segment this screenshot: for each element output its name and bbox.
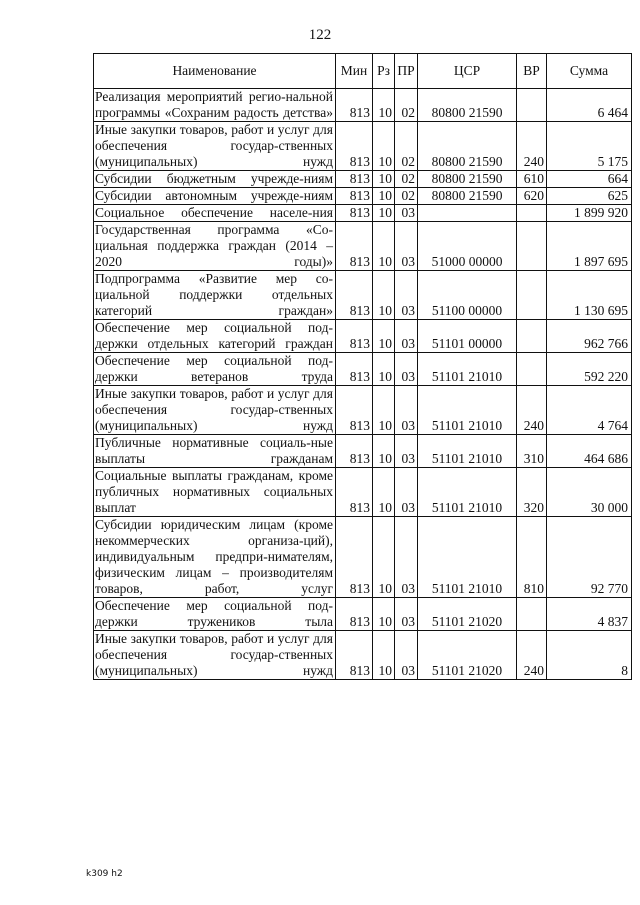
cell-min: 813 bbox=[336, 631, 373, 680]
cell-pr: 03 bbox=[395, 435, 418, 468]
cell-vr: 320 bbox=[517, 468, 547, 517]
cell-rz: 10 bbox=[373, 89, 395, 122]
cell-pr: 03 bbox=[395, 320, 418, 353]
cell-pr: 03 bbox=[395, 353, 418, 386]
footer-code: k309 h2 bbox=[86, 869, 123, 879]
cell-rz: 10 bbox=[373, 517, 395, 598]
cell-rz: 10 bbox=[373, 205, 395, 222]
cell-pr: 03 bbox=[395, 517, 418, 598]
cell-min: 813 bbox=[336, 435, 373, 468]
cell-pr: 02 bbox=[395, 89, 418, 122]
table-row bbox=[94, 631, 632, 680]
cell-name: Иные закупки товаров, работ и услуг для обеспечения государ-ственных (муниципальных) нужд bbox=[94, 122, 336, 171]
cell-vr bbox=[517, 353, 547, 386]
table-row bbox=[94, 205, 632, 222]
cell-csr: 51101 21010 bbox=[418, 435, 517, 468]
cell-min: 813 bbox=[336, 353, 373, 386]
cell-csr: 80800 21590 bbox=[418, 188, 517, 205]
cell-pr: 03 bbox=[395, 631, 418, 680]
cell-min: 813 bbox=[336, 171, 373, 188]
cell-csr: 51101 21020 bbox=[418, 631, 517, 680]
table-row bbox=[94, 353, 632, 386]
table-body bbox=[94, 89, 632, 680]
cell-rz: 10 bbox=[373, 468, 395, 517]
cell-rz: 10 bbox=[373, 435, 395, 468]
table-row bbox=[94, 89, 632, 122]
cell-name: Обеспечение мер социальной под-держки ветеранов труда bbox=[94, 353, 336, 386]
cell-csr: 51101 21010 bbox=[418, 517, 517, 598]
cell-min: 813 bbox=[336, 386, 373, 435]
cell-sum: 625 bbox=[547, 188, 632, 205]
cell-name: Субсидии автономным учрежде-ниям bbox=[94, 188, 336, 205]
cell-csr: 80800 21590 bbox=[418, 122, 517, 171]
cell-name: Субсидии бюджетным учрежде-ниям bbox=[94, 171, 336, 188]
cell-min: 813 bbox=[336, 271, 373, 320]
cell-rz: 10 bbox=[373, 271, 395, 320]
cell-rz: 10 bbox=[373, 222, 395, 271]
cell-sum: 6 464 bbox=[547, 89, 632, 122]
cell-rz: 10 bbox=[373, 386, 395, 435]
cell-name: Субсидии юридическим лицам (кроме некоммерческих организа-ций), индивидуальным предпри-нимателям, физическим лицам – производителям товаров, работ, услуг bbox=[94, 517, 336, 598]
cell-rz: 10 bbox=[373, 188, 395, 205]
cell-sum: 8 bbox=[547, 631, 632, 680]
cell-vr: 810 bbox=[517, 517, 547, 598]
cell-pr: 03 bbox=[395, 271, 418, 320]
cell-csr: 51101 21010 bbox=[418, 468, 517, 517]
cell-min: 813 bbox=[336, 468, 373, 517]
cell-name: Обеспечение мер социальной под-держки отдельных категорий граждан bbox=[94, 320, 336, 353]
cell-vr bbox=[517, 89, 547, 122]
cell-min: 813 bbox=[336, 205, 373, 222]
cell-vr bbox=[517, 271, 547, 320]
cell-csr: 51100 00000 bbox=[418, 271, 517, 320]
table-row bbox=[94, 271, 632, 320]
cell-vr: 240 bbox=[517, 122, 547, 171]
header-vr: ВР bbox=[517, 54, 547, 89]
cell-rz: 10 bbox=[373, 171, 395, 188]
cell-pr: 03 bbox=[395, 598, 418, 631]
header-csr: ЦСР bbox=[418, 54, 517, 89]
cell-vr bbox=[517, 222, 547, 271]
cell-csr bbox=[418, 205, 517, 222]
cell-name: Социальное обеспечение населе-ния bbox=[94, 205, 336, 222]
cell-sum: 1 899 920 bbox=[547, 205, 632, 222]
cell-sum: 92 770 bbox=[547, 517, 632, 598]
header-row bbox=[94, 54, 632, 89]
cell-name: Иные закупки товаров, работ и услуг для обеспечения государ-ственных (муниципальных) нужд bbox=[94, 631, 336, 680]
table-row bbox=[94, 122, 632, 171]
cell-sum: 4 764 bbox=[547, 386, 632, 435]
cell-csr: 51101 00000 bbox=[418, 320, 517, 353]
header-rz: Рз bbox=[373, 54, 395, 89]
cell-min: 813 bbox=[336, 188, 373, 205]
cell-pr: 03 bbox=[395, 468, 418, 517]
cell-sum: 4 837 bbox=[547, 598, 632, 631]
table-row bbox=[94, 517, 632, 598]
cell-rz: 10 bbox=[373, 320, 395, 353]
cell-vr: 240 bbox=[517, 386, 547, 435]
page-number: 122 bbox=[308, 27, 332, 43]
table-row bbox=[94, 468, 632, 517]
cell-pr: 03 bbox=[395, 222, 418, 271]
cell-rz: 10 bbox=[373, 631, 395, 680]
cell-min: 813 bbox=[336, 517, 373, 598]
cell-vr bbox=[517, 205, 547, 222]
table-row bbox=[94, 435, 632, 468]
cell-csr: 51000 00000 bbox=[418, 222, 517, 271]
table-row bbox=[94, 222, 632, 271]
cell-rz: 10 bbox=[373, 598, 395, 631]
cell-name: Реализация мероприятий регио-нальной программы «Сохраним радость детства» bbox=[94, 89, 336, 122]
cell-pr: 02 bbox=[395, 171, 418, 188]
cell-sum: 5 175 bbox=[547, 122, 632, 171]
cell-vr bbox=[517, 320, 547, 353]
cell-sum: 962 766 bbox=[547, 320, 632, 353]
cell-rz: 10 bbox=[373, 353, 395, 386]
cell-name: Обеспечение мер социальной под-держки тружеников тыла bbox=[94, 598, 336, 631]
cell-sum: 664 bbox=[547, 171, 632, 188]
cell-csr: 80800 21590 bbox=[418, 171, 517, 188]
cell-csr: 51101 21010 bbox=[418, 386, 517, 435]
cell-sum: 464 686 bbox=[547, 435, 632, 468]
cell-csr: 80800 21590 bbox=[418, 89, 517, 122]
cell-min: 813 bbox=[336, 598, 373, 631]
cell-min: 813 bbox=[336, 89, 373, 122]
header-name: Наименование bbox=[94, 54, 336, 89]
cell-name: Социальные выплаты гражданам, кроме публичных нормативных социальных выплат bbox=[94, 468, 336, 517]
cell-vr: 240 bbox=[517, 631, 547, 680]
cell-vr: 620 bbox=[517, 188, 547, 205]
cell-sum: 1 130 695 bbox=[547, 271, 632, 320]
header-pr: ПР bbox=[395, 54, 418, 89]
budget-table bbox=[93, 53, 632, 680]
cell-min: 813 bbox=[336, 320, 373, 353]
cell-sum: 592 220 bbox=[547, 353, 632, 386]
cell-pr: 03 bbox=[395, 205, 418, 222]
cell-sum: 1 897 695 bbox=[547, 222, 632, 271]
cell-pr: 02 bbox=[395, 188, 418, 205]
table-row bbox=[94, 171, 632, 188]
cell-csr: 51101 21010 bbox=[418, 353, 517, 386]
cell-vr: 310 bbox=[517, 435, 547, 468]
cell-name: Государственная программа «Со-циальная поддержка граждан (2014 – 2020 годы)» bbox=[94, 222, 336, 271]
cell-name: Публичные нормативные социаль-ные выплаты гражданам bbox=[94, 435, 336, 468]
header-min: Мин bbox=[336, 54, 373, 89]
cell-rz: 10 bbox=[373, 122, 395, 171]
cell-vr bbox=[517, 598, 547, 631]
table-row bbox=[94, 386, 632, 435]
cell-pr: 03 bbox=[395, 386, 418, 435]
cell-sum: 30 000 bbox=[547, 468, 632, 517]
cell-name: Иные закупки товаров, работ и услуг для обеспечения государ-ственных (муниципальных) нужд bbox=[94, 386, 336, 435]
cell-min: 813 bbox=[336, 222, 373, 271]
header-sum: Сумма bbox=[547, 54, 632, 89]
cell-name: Подпрограмма «Развитие мер со-циальной поддержки отдельных категорий граждан» bbox=[94, 271, 336, 320]
cell-pr: 02 bbox=[395, 122, 418, 171]
cell-min: 813 bbox=[336, 122, 373, 171]
cell-vr: 610 bbox=[517, 171, 547, 188]
table-row bbox=[94, 188, 632, 205]
table-row bbox=[94, 598, 632, 631]
cell-csr: 51101 21020 bbox=[418, 598, 517, 631]
table-row bbox=[94, 320, 632, 353]
